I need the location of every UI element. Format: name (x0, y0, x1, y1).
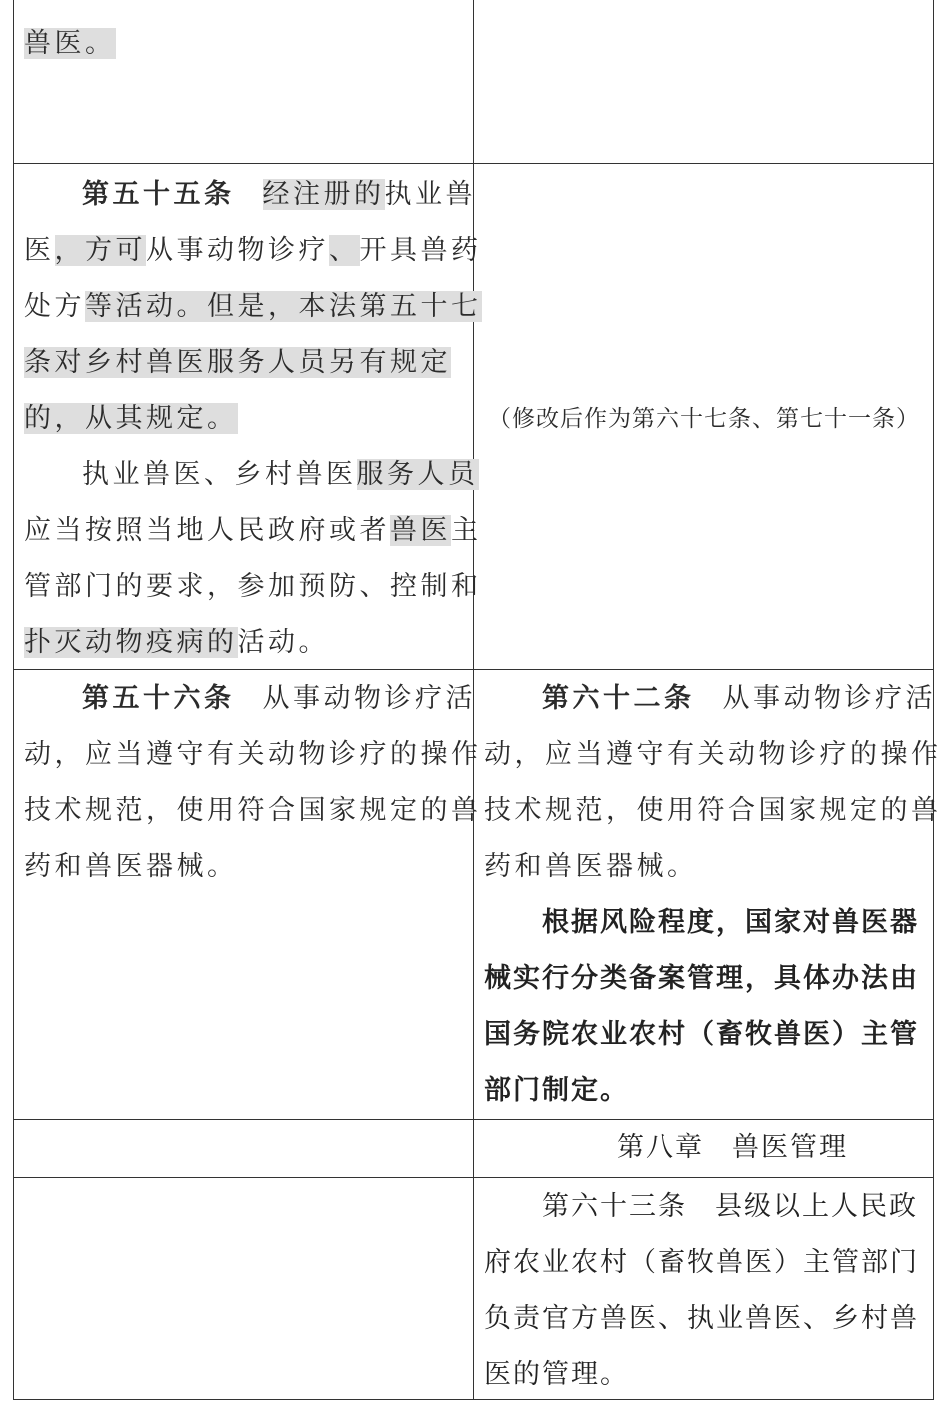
article-62-line-3: 技术规范，使用符合国家规定的兽 (484, 795, 942, 826)
highlighted-text: 经注册的 (262, 179, 385, 210)
revision-note: （修改后作为第六十七条、第七十一条） (488, 406, 920, 432)
row-divider-3 (13, 1119, 934, 1120)
article-62-added-line-2: 械实行分类备案管理，具体办法由 (484, 963, 919, 994)
article-55-line-4 (24, 345, 451, 381)
article-number: 第六十三条 (542, 1191, 687, 1222)
text: 处方 (24, 291, 85, 322)
text: 活动。 (237, 627, 329, 658)
article-62-added-line-4: 部门制定。 (484, 1075, 629, 1106)
highlighted-text: 、 (329, 235, 360, 266)
article-55-line-2 (24, 233, 482, 269)
row-divider-2 (13, 669, 934, 670)
article-number: 第六十二条 (542, 683, 695, 714)
text: 从事动物诊疗活 (262, 683, 476, 714)
text: 从事动物诊疗活 (722, 683, 936, 714)
highlighted-text: 服务人员 (356, 459, 479, 490)
highlighted-text: 条对乡村兽医服务人员另有规定 (24, 347, 451, 378)
article-63-line-4: 医的管理。 (484, 1359, 629, 1390)
article-55-para2-line-1 (82, 457, 479, 493)
article-55-para2-line-4 (24, 625, 329, 661)
row-divider-4 (13, 1177, 934, 1178)
article-56-line-4: 药和兽医器械。 (24, 851, 238, 882)
article-56-line-1 (82, 681, 476, 717)
article-63-line-1 (542, 1189, 918, 1225)
article-63-line-3: 负责官方兽医、执业兽医、乡村兽 (484, 1303, 919, 1334)
article-62-added-line-3: 国务院农业农村（畜牧兽医）主管 (484, 1019, 919, 1050)
chapter-number: 第八章 (617, 1132, 704, 1163)
article-62-line-2: 动，应当遵守有关动物诊疗的操作 (484, 739, 942, 770)
text: 应当按照当地人民政府或者 (24, 515, 390, 546)
text: 医 (24, 235, 55, 266)
article-62-line-4: 药和兽医器械。 (484, 851, 698, 882)
chapter-heading (617, 1130, 848, 1166)
article-number: 第五十五条 (82, 179, 235, 210)
article-55-para2-line-2 (24, 513, 482, 549)
table-left-border (13, 0, 14, 1400)
article-62-added-line-1: 根据风险程度，国家对兽医器 (542, 907, 919, 938)
article-55-line-5 (24, 401, 238, 437)
article-56-line-3: 技术规范，使用符合国家规定的兽 (24, 795, 482, 826)
left-cell-text (24, 26, 116, 62)
article-56-line-2: 动，应当遵守有关动物诊疗的操作 (24, 739, 482, 770)
article-number: 第五十六条 (82, 683, 235, 714)
article-55-para2-line-3: 管部门的要求，参加预防、控制和 (24, 571, 482, 602)
chapter-title: 兽医管理 (732, 1132, 848, 1163)
text: 执业兽医、乡村兽医 (82, 459, 357, 490)
text: 开具兽药 (359, 235, 482, 266)
article-55-line-3 (24, 289, 482, 325)
text: 主 (451, 515, 482, 546)
text: 县级以上人民政 (715, 1191, 918, 1222)
highlighted-text: 兽医 (390, 515, 451, 546)
highlighted-text: 的，从其规定。 (24, 403, 238, 434)
highlighted-text: 等活动。但是，本法第五十七 (85, 291, 482, 322)
article-62-line-1 (542, 681, 936, 717)
article-55-line-1 (82, 177, 476, 213)
row-divider-1 (13, 163, 934, 164)
highlighted-text: 扑灭动物疫病的 (24, 627, 238, 658)
table-bottom-border (13, 1399, 934, 1400)
text: 执业兽 (384, 179, 476, 210)
highlighted-text: 兽医。 (24, 28, 116, 59)
article-63-line-2: 府农业农村（畜牧兽医）主管部门 (484, 1247, 919, 1278)
text: 从事动物诊疗 (146, 235, 329, 266)
highlighted-text: ，方可 (54, 235, 146, 266)
